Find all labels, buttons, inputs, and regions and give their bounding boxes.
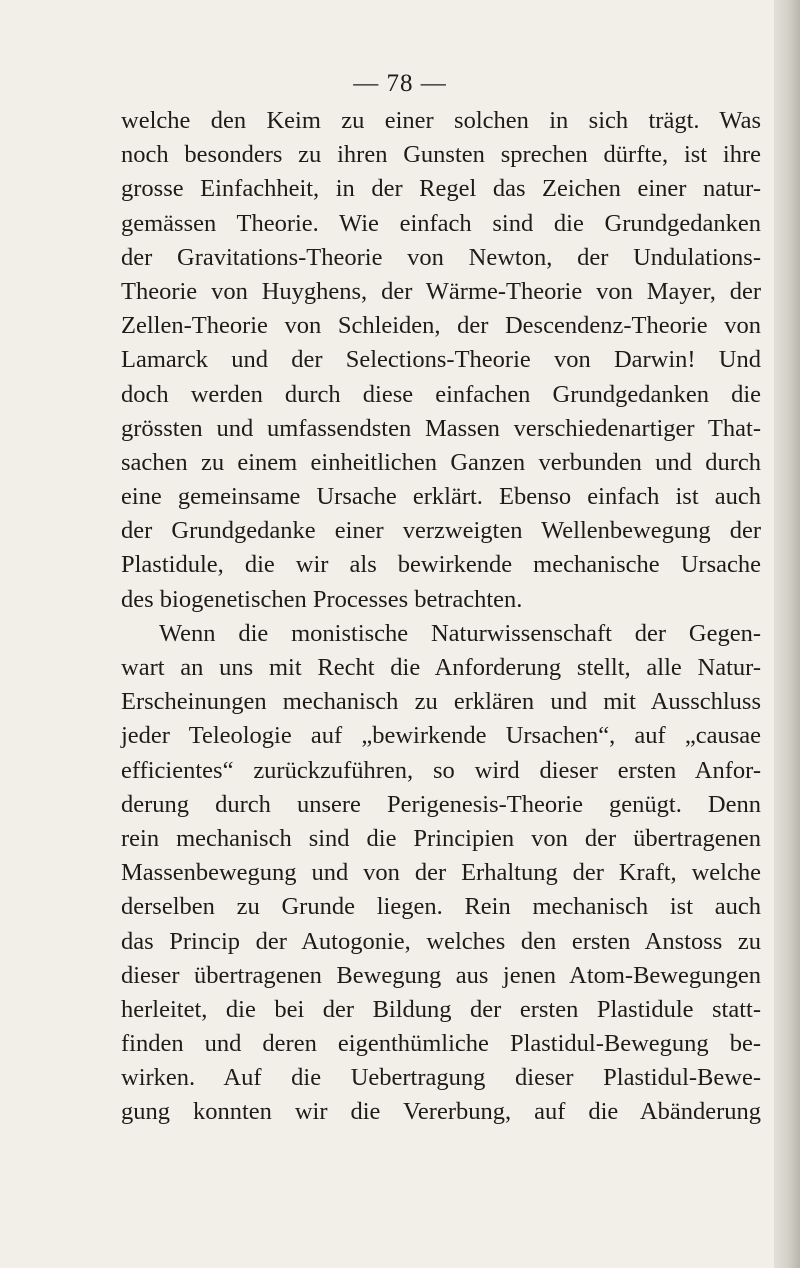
text-line: jeder Teleologie auf „bewirkende Ursachen“, auf „causae: [121, 722, 761, 750]
body-text: [121, 104, 761, 1130]
text-line: derselben zu Grunde liegen. Rein mechanisch ist auch: [121, 893, 761, 921]
text-line: dieser übertragenen Bewegung aus jenen Atom-Bewegungen: [121, 961, 761, 989]
text-line: grosse Einfachheit, in der Regel das Zeichen einer natur-: [121, 175, 761, 203]
page-number: — 78 —: [353, 70, 447, 97]
paragraph-start-line: Wenn die monistische Naturwissenschaft der Gegen-: [159, 619, 761, 647]
text-line: herleitet, die bei der Bildung der ersten Plastidule statt-: [121, 995, 761, 1023]
text-line: der Gravitations-Theorie von Newton, der Undulations-: [121, 243, 761, 271]
text-line: der Grundgedanke einer verzweigten Wellenbewegung der: [121, 517, 761, 545]
paragraph-end-line: des biogenetischen Processes betrachten.: [121, 585, 523, 613]
text-line: noch besonders zu ihren Gunsten sprechen dürfte, ist ihre: [121, 141, 761, 169]
text-line: Erscheinungen mechanisch zu erklären und mit Ausschluss: [121, 688, 761, 716]
text-line: Massenbewegung und von der Erhaltung der Kraft, welche: [121, 859, 761, 887]
text-line: gemässen Theorie. Wie einfach sind die Grundgedanken: [121, 209, 761, 237]
text-line: das Princip der Autogonie, welches den ersten Anstoss zu: [121, 927, 761, 955]
text-line: Lamarck und der Selections-Theorie von Darwin! Und: [121, 346, 761, 374]
text-line: Theorie von Huyghens, der Wärme-Theorie von Mayer, der: [121, 277, 761, 305]
text-line: wirken. Auf die Uebertragung dieser Plastidul-Bewe-: [121, 1064, 761, 1092]
text-line: Plastidule, die wir als bewirkende mechanische Ursache: [121, 551, 761, 579]
text-line: efficientes“ zurückzuführen, so wird dieser ersten Anfor-: [121, 756, 761, 784]
text-line: welche den Keim zu einer solchen in sich trägt. Was: [121, 107, 761, 134]
text-line: derung durch unsere Perigenesis-Theorie genügt. Denn: [121, 790, 761, 818]
text-line: doch werden durch diese einfachen Grundgedanken die: [121, 380, 761, 408]
text-line: gung konnten wir die Vererbung, auf die Abänderung: [121, 1098, 761, 1126]
text-line: rein mechanisch sind die Principien von der übertragenen: [121, 824, 761, 852]
page-edge-shadow: [774, 0, 800, 1268]
text-line: grössten und umfassendsten Massen verschiedenartiger That-: [121, 414, 761, 442]
text-line: sachen zu einem einheitlichen Ganzen verbunden und durch: [121, 448, 761, 476]
text-line: finden und deren eigenthümliche Plastidul-Bewegung be-: [121, 1030, 761, 1058]
text-line: wart an uns mit Recht die Anforderung stellt, alle Natur-: [121, 654, 761, 681]
text-line: Zellen-Theorie von Schleiden, der Descendenz-Theorie von: [121, 312, 761, 340]
text-line: eine gemeinsame Ursache erklärt. Ebenso einfach ist auch: [121, 483, 761, 511]
